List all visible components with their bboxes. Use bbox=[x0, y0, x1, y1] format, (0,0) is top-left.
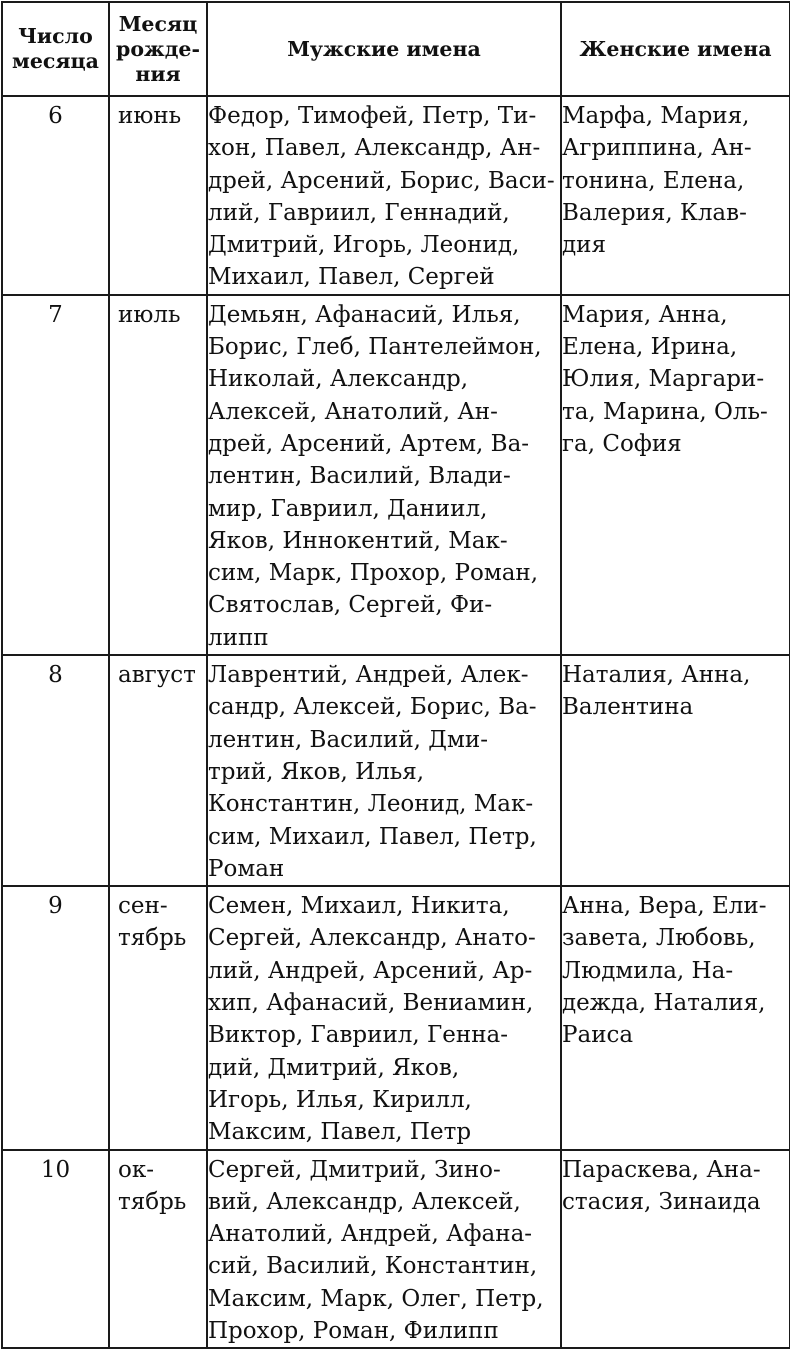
male-names-cell-line: сандр, Алексей, Борис, Ва- bbox=[208, 694, 537, 721]
table-row bbox=[2, 96, 790, 295]
month-name-cell bbox=[109, 655, 207, 886]
female-names-cell-line: Валентина bbox=[562, 694, 694, 721]
male-names-cell bbox=[207, 655, 561, 886]
male-names-cell-line: Демьян, Афанасий, Илья, bbox=[208, 301, 521, 328]
female-names-cell-line: Анна, Вера, Ели- bbox=[562, 893, 767, 920]
male-names-cell bbox=[207, 295, 561, 655]
table-header-row bbox=[2, 2, 790, 96]
male-names-cell-line: Максим, Павел, Петр bbox=[208, 1119, 472, 1146]
month-name-cell-line: июнь bbox=[118, 103, 182, 129]
male-names-cell-line: лентин, Василий, Дми- bbox=[208, 726, 488, 753]
female-names-cell-line: Агриппина, Ан- bbox=[562, 135, 752, 162]
female-names-cell bbox=[561, 96, 790, 295]
header-number-of-month bbox=[2, 2, 109, 96]
month-name-cell-line: август bbox=[118, 662, 196, 689]
female-names-cell bbox=[561, 655, 790, 886]
male-names-cell-line: Сергей, Александр, Анато- bbox=[208, 925, 536, 952]
male-names-cell-line: Лаврентий, Андрей, Алек- bbox=[208, 662, 529, 689]
male-names-cell-line: Святослав, Сергей, Фи- bbox=[208, 592, 493, 619]
male-names-cell-line: лентин, Василий, Влади- bbox=[208, 463, 511, 490]
female-names-cell-line: Мария, Анна, bbox=[562, 301, 728, 328]
table-row bbox=[2, 655, 790, 886]
male-names-cell-line: дий, Дмитрий, Яков, bbox=[208, 1054, 460, 1081]
header-number-line: месяца bbox=[12, 49, 99, 73]
male-names-cell-line: трий, Яков, Илья, bbox=[208, 758, 425, 785]
names-table bbox=[1, 1, 790, 1349]
female-names-cell-line: стасия, Зинаида bbox=[562, 1188, 761, 1215]
female-names-cell-line: Наталия, Анна, bbox=[562, 662, 751, 689]
male-names-cell-line: Семен, Михаил, Никита, bbox=[208, 893, 510, 920]
month-name-cell bbox=[109, 96, 207, 295]
table-row bbox=[2, 1150, 790, 1349]
male-names-cell-line: сий, Василий, Константин, bbox=[208, 1253, 538, 1280]
male-names-cell-line: Сергей, Дмитрий, Зино- bbox=[208, 1156, 501, 1183]
female-names-cell-line: га, София bbox=[562, 430, 682, 457]
female-names-cell-line: дежда, Наталия, bbox=[562, 990, 766, 1017]
male-names-cell-line: Константин, Леонид, Мак- bbox=[208, 791, 534, 818]
female-names-cell bbox=[561, 886, 790, 1149]
table-row bbox=[2, 295, 790, 655]
male-names-cell-line: дрей, Арсений, Борис, Васи- bbox=[208, 167, 555, 194]
male-names-cell-line: Прохор, Роман, Филипп bbox=[208, 1317, 499, 1344]
male-names-cell-line: Дмитрий, Игорь, Леонид, bbox=[208, 232, 520, 259]
male-names-cell-line: хип, Афанасий, Вениамин, bbox=[208, 990, 534, 1017]
female-names-cell bbox=[561, 295, 790, 655]
month-number: 9 bbox=[48, 893, 63, 920]
male-names-cell-line: Яков, Иннокентий, Мак- bbox=[208, 527, 508, 554]
female-names-cell-line: Параскева, Ана- bbox=[562, 1156, 761, 1183]
header-number-line: Число bbox=[18, 24, 93, 48]
month-number-cell bbox=[2, 96, 109, 295]
header-month-line: рожде- bbox=[116, 36, 200, 61]
male-names-cell-line: Максим, Марк, Олег, Петр, bbox=[208, 1285, 544, 1312]
male-names-cell-line: лий, Гавриил, Геннадий, bbox=[208, 199, 510, 226]
month-name-cell-line: тябрь bbox=[118, 925, 187, 952]
male-names-cell-line: сим, Марк, Прохор, Роман, bbox=[208, 560, 539, 587]
header-male-names: Мужские имена bbox=[207, 2, 561, 96]
female-names-cell-line: Валерия, Клав- bbox=[562, 199, 747, 226]
female-names-cell-line: завета, Любовь, bbox=[562, 925, 756, 952]
male-names-cell-line: Федор, Тимофей, Петр, Ти- bbox=[208, 103, 537, 129]
female-names-cell-line: тонина, Елена, bbox=[562, 167, 745, 194]
male-names-cell-line: вий, Александр, Алексей, bbox=[208, 1188, 521, 1215]
female-names-cell-line: Раиса bbox=[562, 1022, 634, 1049]
male-names-cell-line: хон, Павел, Александр, Ан- bbox=[208, 135, 541, 162]
header-female-names: Женские имена bbox=[561, 2, 790, 96]
month-name-cell-line: ок- bbox=[118, 1156, 154, 1183]
month-name-cell-line: тябрь bbox=[118, 1188, 187, 1215]
female-names-cell bbox=[561, 1150, 790, 1349]
male-names-cell-line: Михаил, Павел, Сергей bbox=[208, 264, 495, 291]
month-name-cell bbox=[109, 886, 207, 1149]
male-names-cell-line: лий, Андрей, Арсений, Ар- bbox=[208, 957, 533, 984]
month-number: 7 bbox=[48, 301, 63, 328]
male-names-cell-line: Алексей, Анатолий, Ан- bbox=[208, 398, 498, 425]
header-month-of-birth bbox=[109, 2, 207, 96]
male-names-cell-line: липп bbox=[208, 624, 269, 651]
month-number-cell bbox=[2, 655, 109, 886]
month-number: 8 bbox=[48, 662, 63, 689]
male-names-cell-line: сим, Михаил, Павел, Петр, bbox=[208, 823, 537, 850]
male-names-cell-line: Роман bbox=[208, 855, 285, 882]
month-number-cell bbox=[2, 1150, 109, 1349]
month-number-cell bbox=[2, 295, 109, 655]
month-number: 10 bbox=[40, 1156, 71, 1183]
header-month-line: Месяц bbox=[118, 11, 198, 36]
male-names-cell bbox=[207, 886, 561, 1149]
month-name-cell bbox=[109, 295, 207, 655]
male-names-cell bbox=[207, 1150, 561, 1349]
female-names-cell-line: Марфа, Мария, bbox=[562, 103, 750, 129]
month-name-cell-line: сен- bbox=[118, 893, 168, 920]
male-names-cell-line: дрей, Арсений, Артем, Ва- bbox=[208, 430, 530, 457]
month-number-cell bbox=[2, 886, 109, 1149]
female-names-cell-line: дия bbox=[562, 232, 607, 259]
male-names-cell-line: Николай, Александр, bbox=[208, 366, 469, 393]
male-names-cell-line: Борис, Глеб, Пантелеймон, bbox=[208, 334, 542, 361]
month-number: 6 bbox=[48, 103, 63, 129]
month-name-cell-line: июль bbox=[118, 301, 181, 328]
header-month-line: ния bbox=[135, 61, 181, 86]
table-row bbox=[2, 886, 790, 1149]
female-names-cell-line: Юлия, Маргари- bbox=[562, 366, 765, 393]
female-names-cell-line: Людмила, На- bbox=[562, 957, 734, 984]
male-names-cell bbox=[207, 96, 561, 295]
female-names-cell-line: Елена, Ирина, bbox=[562, 334, 738, 361]
month-name-cell bbox=[109, 1150, 207, 1349]
male-names-cell-line: мир, Гавриил, Даниил, bbox=[208, 495, 488, 522]
male-names-cell-line: Игорь, Илья, Кирилл, bbox=[208, 1086, 472, 1113]
male-names-cell-line: Анатолий, Андрей, Афана- bbox=[208, 1221, 533, 1248]
female-names-cell-line: та, Марина, Оль- bbox=[562, 398, 768, 425]
male-names-cell-line: Виктор, Гавриил, Генна- bbox=[208, 1022, 509, 1049]
